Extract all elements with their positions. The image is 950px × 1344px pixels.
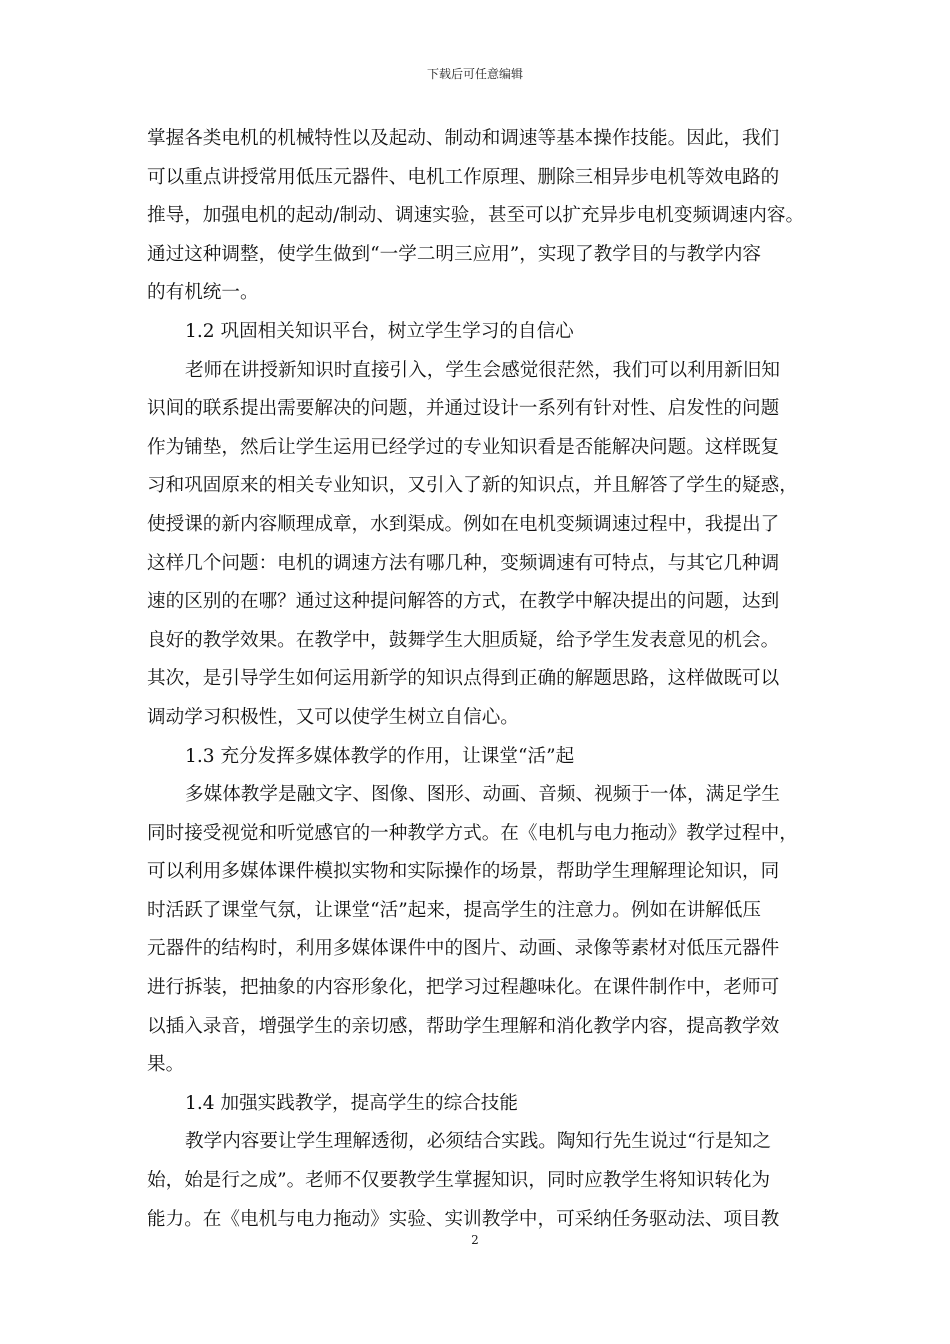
text-line: 其次，是引导学生如何运用新学的知识点得到正确的解题思路，这样做既可以: [147, 668, 780, 690]
page-number: 2: [471, 1233, 479, 1247]
document-body: [147, 120, 811, 1239]
text-line: 同时接受视觉和听觉感官的一种教学方式。在《电机与电力拖动》教学过程中，: [147, 822, 798, 844]
page-header: 下载后可任意编辑: [426, 67, 523, 81]
section-heading-1-2: 1.2 巩固相关知识平台，树立学生学习的自信心: [185, 320, 574, 342]
text-line: 可以重点讲授常用低压元器件、电机工作原理、删除三相异步电机等效电路的: [147, 166, 780, 188]
text-line: 调动学习积极性，又可以使学生树立自信心。: [147, 706, 519, 728]
section-heading-1-4: 1.4 加强实践教学，提高学生的综合技能: [185, 1092, 518, 1114]
text-line: 通过这种调整，使学生做到“一学二明三应用”，实现了教学目的与教学内容: [147, 243, 762, 265]
text-line: 识间的联系提出需要解决的问题，并通过设计一系列有针对性、启发性的问题: [147, 398, 780, 420]
text-line: 良好的教学效果。在教学中，鼓舞学生大胆质疑，给予学生发表意见的机会。: [147, 629, 780, 651]
text-line: 能力。在《电机与电力拖动》实验、实训教学中，可采纳任务驱动法、项目教: [147, 1208, 780, 1230]
text-line: 作为铺垫，然后让学生运用已经学过的专业知识看是否能解决问题。这样既复: [147, 436, 780, 458]
text-line: 果。: [147, 1054, 185, 1076]
text-line: 这样几个问题：电机的调速方法有哪几种，变频调速有可特点，与其它几种调: [147, 552, 780, 574]
text-line: 进行拆装，把抽象的内容形象化，把学习过程趣味化。在课件制作中，老师可: [147, 977, 780, 999]
text-line: 使授课的新内容顺理成章，水到渠成。例如在电机变频调速过程中，我提出了: [147, 513, 780, 535]
text-line: 始，始是行之成”。老师不仅要教学生掌握知识，同时应教学生将知识转化为: [147, 1170, 771, 1192]
text-line: 推导，加强电机的起动/制动、调速实验，甚至可以扩充异步电机变频调速内容。: [147, 205, 805, 227]
text-line: 可以利用多媒体课件模拟实物和实际操作的场景，帮助学生理解理论知识，同: [147, 861, 780, 883]
text-line: 教学内容要让学生理解透彻，必须结合实践。陶知行先生说过“行是知之: [185, 1131, 771, 1153]
text-line: 掌握各类电机的机械特性以及起动、制动和调速等基本操作技能。因此，我们: [147, 128, 780, 149]
text-line: 以插入录音，增强学生的亲切感，帮助学生理解和消化教学内容，提高教学效: [147, 1015, 780, 1037]
text-line: 多媒体教学是融文字、图像、图形、动画、音频、视频于一体，满足学生: [185, 784, 781, 806]
section-heading-1-3: 1.3 充分发挥多媒体教学的作用，让课堂“活”起: [185, 745, 575, 767]
text-line: 时活跃了课堂气氛，让课堂“活”起来，提高学生的注意力。例如在讲解低压: [147, 899, 762, 921]
text-line: 的有机统一。: [147, 282, 259, 304]
text-line: 老师在讲授新知识时直接引入，学生会感觉很茫然，我们可以利用新旧知: [185, 359, 781, 381]
text-line: 元器件的结构时，利用多媒体课件中的图片、动画、录像等素材对低压元器件: [147, 938, 780, 960]
text-line: 习和巩固原来的相关专业知识，又引入了新的知识点，并且解答了学生的疑惑，: [147, 475, 798, 497]
text-line: 速的区别的在哪？通过这种提问解答的方式，在教学中解决提出的问题，达到: [147, 591, 780, 613]
